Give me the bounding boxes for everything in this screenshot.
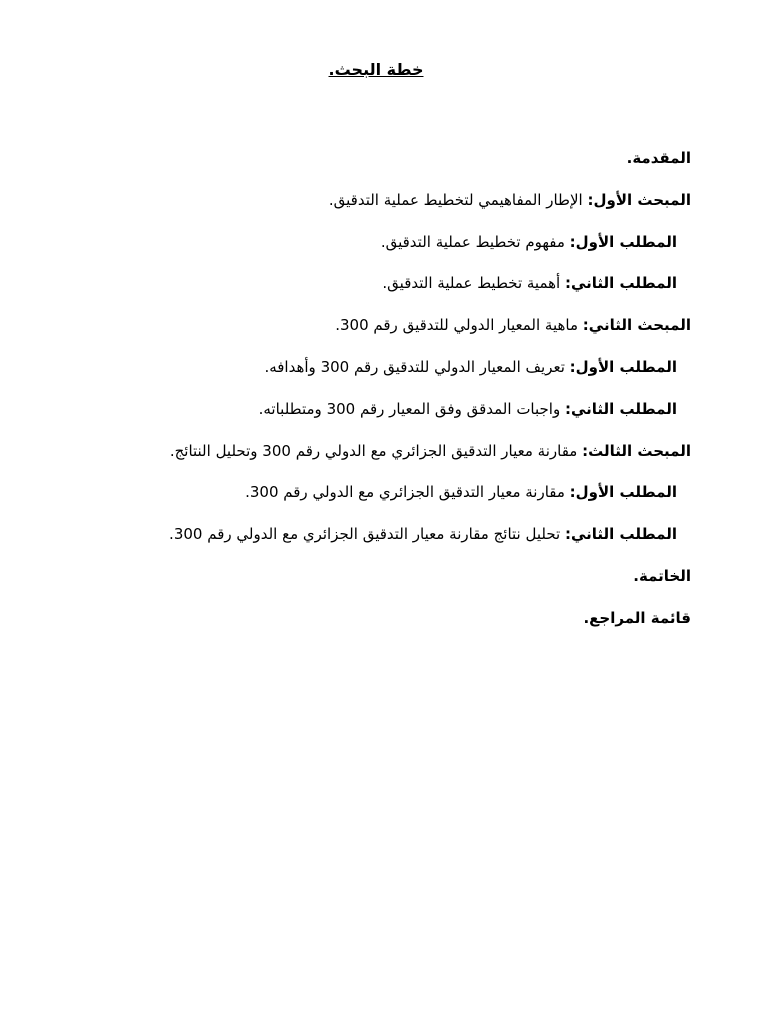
- outline-item-chapter-1-section-1: [91, 230, 691, 272]
- outline-item-conclusion: [91, 564, 691, 606]
- outline-item-label: المطلب الأول:: [569, 483, 677, 502]
- outline-item-label: المبحث الثاني:: [582, 316, 691, 335]
- outline-item-text: مقارنة معيار التدقيق الجزائري مع الدولي رقم 300.: [245, 483, 570, 502]
- outline-item-chapter-3: [91, 439, 691, 481]
- outline-item-text: الإطار المفاهيمي لتخطيط عملية التدقيق.: [328, 190, 588, 209]
- outline-item-label: المطلب الثاني:: [564, 274, 677, 293]
- research-outline: [91, 146, 691, 648]
- outline-item-label: المطلب الأول:: [569, 232, 677, 251]
- outline-item-label: المبحث الأول:: [587, 190, 691, 209]
- outline-item-text: ماهية المعيار الدولي للتدقيق رقم 300.: [335, 316, 583, 335]
- outline-item-chapter-2-section-1: [91, 355, 691, 397]
- outline-item-chapter-2-section-2: [91, 397, 691, 439]
- outline-item-text: مقارنة معيار التدقيق الجزائري مع الدولي رقم 300 وتحليل النتائج.: [169, 441, 583, 460]
- outline-item-text: أهمية تخطيط عملية التدقيق.: [382, 274, 565, 293]
- outline-item-chapter-1: [91, 188, 691, 230]
- outline-item-text: تعريف المعيار الدولي للتدقيق رقم 300 وأهدافه.: [264, 357, 570, 376]
- outline-item-chapter-2: [91, 313, 691, 355]
- page-title: خطة البحث.: [328, 60, 424, 79]
- outline-item-text: واجبات المدقق وفق المعيار رقم 300 ومتطلباته.: [258, 399, 565, 418]
- outline-item-text: تحليل نتائج مقارنة معيار التدقيق الجزائري مع الدولي رقم 300.: [169, 525, 565, 544]
- outline-item-label: المطلب الأول:: [569, 357, 677, 376]
- outline-item-text: المقدمة.: [626, 149, 691, 167]
- outline-item-label: المطلب الثاني:: [564, 399, 677, 418]
- outline-item-label: المطلب الثاني:: [564, 525, 677, 544]
- outline-item-text: قائمة المراجع.: [583, 608, 691, 627]
- outline-item-text: الخاتمة.: [633, 566, 691, 585]
- outline-item-introduction: [91, 146, 691, 188]
- outline-item-chapter-1-section-2: [91, 271, 691, 313]
- outline-item-chapter-3-section-2: [91, 522, 691, 564]
- outline-item-label: المبحث الثالث:: [582, 441, 691, 460]
- outline-item-references: [91, 606, 691, 648]
- outline-item-text: مفهوم تخطيط عملية التدقيق.: [380, 232, 570, 251]
- outline-item-chapter-3-section-1: [91, 480, 691, 522]
